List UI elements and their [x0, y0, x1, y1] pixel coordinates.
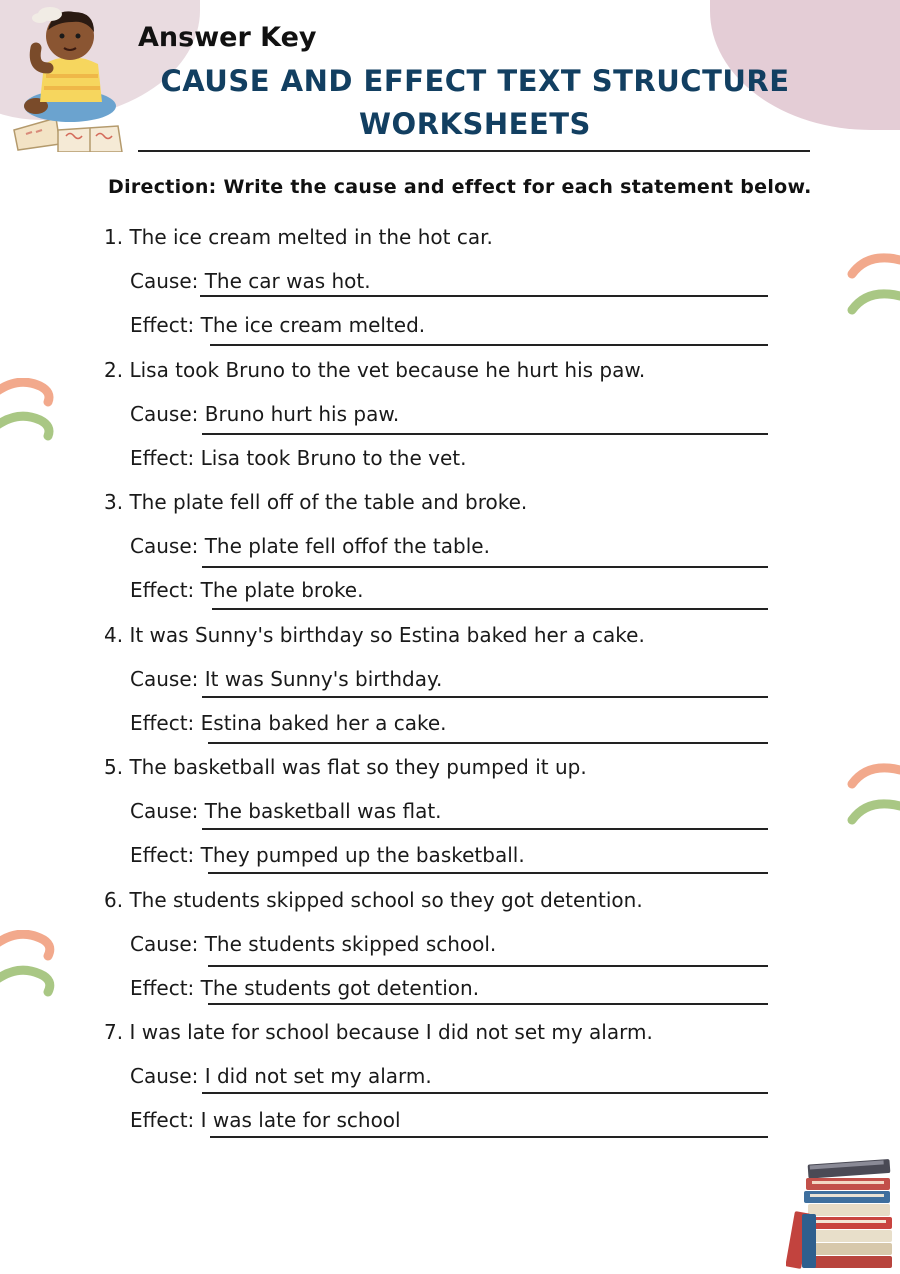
effect-line: [130, 575, 363, 605]
answer-underline: [202, 1092, 768, 1094]
cause-answer: The car was hot.: [204, 269, 371, 293]
cause-line: [130, 664, 442, 694]
effect-line: [130, 973, 479, 1003]
answer-underline: [202, 433, 768, 435]
effect-label: Effect:: [130, 710, 195, 735]
squiggle-decoration-icon: [846, 756, 900, 836]
cause-answer: I did not set my alarm.: [204, 1064, 432, 1088]
answer-underline: [208, 965, 768, 967]
answer-underline: [202, 696, 768, 698]
answer-underline: [200, 295, 768, 297]
cause-answer: It was Sunny's birthday.: [204, 666, 443, 691]
effect-answer: Estina baked her a cake.: [200, 710, 447, 735]
cause-line: [130, 796, 442, 826]
answer-underline: [208, 1003, 768, 1005]
question-text: It was Sunny's birthday so Estina baked her a cake.: [129, 622, 645, 647]
question-number: 5.: [104, 755, 124, 779]
book-stack-illustration-icon: [786, 1154, 896, 1270]
question-number: 2.: [104, 357, 124, 382]
squiggle-decoration-icon: [0, 930, 62, 1002]
title-line-2: WORKSHEETS: [359, 107, 591, 141]
question-text: I was late for school because I did not set my alarm.: [129, 1020, 653, 1044]
question-statement: [104, 752, 587, 782]
cause-label: Cause:: [130, 401, 199, 426]
squiggle-decoration-icon: [0, 378, 60, 448]
question-statement: [104, 487, 527, 517]
effect-answer: Lisa took Bruno to the vet.: [200, 445, 467, 470]
answer-underline: [212, 608, 768, 610]
answer-underline: [210, 344, 768, 346]
effect-answer: They pumped up the basketball.: [200, 843, 525, 867]
cause-line: [130, 399, 399, 429]
cause-answer: The students skipped school.: [204, 931, 497, 956]
cause-answer: Bruno hurt his paw.: [204, 401, 400, 426]
cause-line: [130, 266, 371, 296]
effect-label: Effect:: [130, 843, 195, 867]
cause-label: Cause:: [130, 931, 199, 956]
cause-line: [130, 929, 496, 959]
cause-answer: The basketball was flat.: [204, 799, 442, 823]
question-text: The basketball was flat so they pumped it up.: [129, 755, 587, 779]
answer-underline: [202, 828, 768, 830]
effect-label: Effect:: [130, 445, 195, 470]
cause-line: [130, 531, 490, 561]
question-text: Lisa took Bruno to the vet because he hurt his paw.: [129, 357, 646, 382]
question-number: 6.: [104, 887, 124, 912]
effect-line: [130, 310, 425, 340]
answer-key-label: Answer Key: [138, 22, 317, 53]
effect-label: Effect:: [130, 1108, 195, 1132]
cause-line: [130, 1061, 432, 1091]
boy-reading-illustration-icon: [6, 2, 131, 152]
effect-answer: The plate broke.: [200, 578, 364, 602]
question-text: The ice cream melted in the hot car.: [129, 225, 493, 249]
direction-text: Direction: Write the cause and effect for each statement below.: [108, 176, 812, 198]
cause-label: Cause:: [130, 269, 199, 293]
worksheet-title: [150, 60, 800, 146]
cause-label: Cause:: [130, 799, 199, 823]
question-statement: [104, 885, 643, 915]
question-statement: [104, 620, 645, 650]
effect-label: Effect:: [130, 313, 195, 337]
effect-answer: The ice cream melted.: [200, 313, 426, 337]
squiggle-decoration-icon: [846, 246, 900, 326]
cause-label: Cause:: [130, 1064, 199, 1088]
effect-line: [130, 840, 525, 870]
cause-label: Cause:: [130, 534, 199, 558]
title-underline: [138, 150, 810, 152]
answer-underline: [208, 872, 768, 874]
question-statement: [104, 222, 493, 252]
cause-answer: The plate fell offof the table.: [204, 534, 490, 558]
question-statement: [104, 355, 645, 385]
effect-line: [130, 443, 467, 473]
question-text: The plate fell off of the table and broke.: [129, 490, 528, 514]
question-statement: [104, 1017, 653, 1047]
cause-label: Cause:: [130, 666, 199, 691]
question-number: 4.: [104, 622, 124, 647]
effect-answer: I was late for school: [200, 1108, 401, 1132]
effect-answer: The students got detention.: [200, 975, 480, 1000]
answer-underline: [202, 566, 768, 568]
effect-label: Effect:: [130, 578, 195, 602]
effect-label: Effect:: [130, 975, 195, 1000]
question-number: 1.: [104, 225, 124, 249]
answer-underline: [210, 1136, 768, 1138]
question-number: 7.: [104, 1020, 124, 1044]
answer-underline: [208, 742, 768, 744]
effect-line: [130, 708, 447, 738]
title-line-1: CAUSE AND EFFECT TEXT STRUCTURE: [160, 64, 790, 98]
question-text: The students skipped school so they got detention.: [129, 887, 643, 912]
effect-line: [130, 1105, 401, 1135]
question-number: 3.: [104, 490, 124, 514]
